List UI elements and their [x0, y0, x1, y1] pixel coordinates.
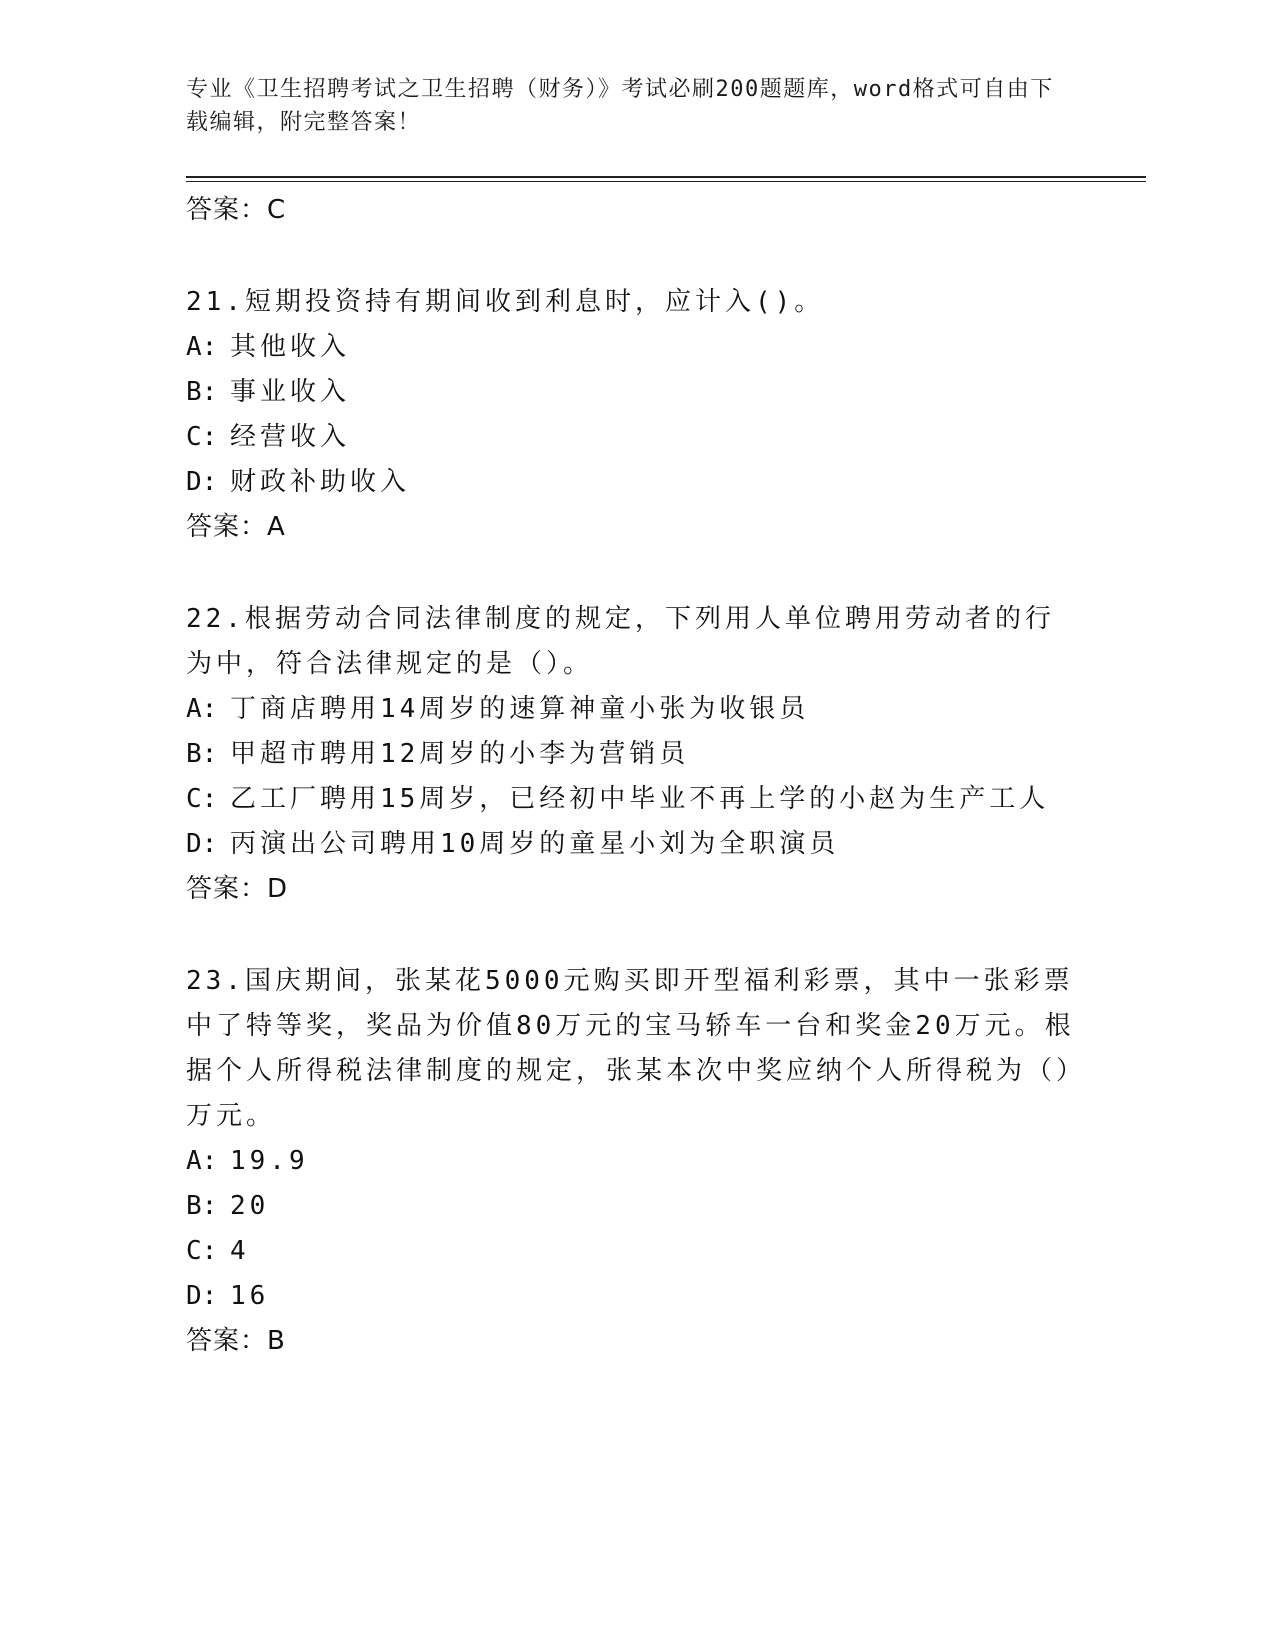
- answer: 答案：B: [186, 1326, 286, 1356]
- document-header: 专业《卫生招聘考试之卫生招聘（财务）》考试必刷200题题库，word格式可自由下载编辑，附完整答案！: [186, 77, 1054, 135]
- question-23: [186, 959, 1076, 1364]
- spacer: [186, 912, 1076, 959]
- option-label: A:: [186, 694, 218, 724]
- option-label: C:: [186, 422, 218, 452]
- option-text: 丙演出公司聘用10周岁的童星小刘为全职演员: [230, 829, 840, 859]
- option-label: D:: [186, 467, 218, 497]
- option-label: C:: [186, 784, 218, 814]
- header-rule-thick: [186, 176, 1146, 178]
- option-text: 19.9: [230, 1146, 309, 1176]
- option-text: 甲超市聘用12周岁的小李为营销员: [230, 739, 690, 769]
- question-stem: 23.国庆期间，张某花5000元购买即开型福利彩票，其中一张彩票中了特等奖，奖品为价值80万元的宝马轿车一台和奖金20万元。根据个人所得税法律制度的规定，张某本次中奖应纳个人所得税为（）万元。: [186, 966, 1075, 1131]
- spacer: [186, 550, 1076, 597]
- option-label: C:: [186, 1236, 218, 1266]
- question-22: [186, 597, 1076, 912]
- question-stem: 21.短期投资持有期间收到利息时，应计入()。: [186, 287, 825, 317]
- option-d: [186, 460, 1076, 505]
- option-text: 20: [230, 1191, 270, 1221]
- option-d: [186, 822, 1076, 867]
- option-text: 财政补助收入: [230, 467, 411, 497]
- option-label: B:: [186, 739, 218, 769]
- option-label: B:: [186, 377, 218, 407]
- answer: 答案：D: [186, 874, 289, 904]
- option-c: [186, 1229, 1076, 1274]
- option-c: [186, 777, 1076, 822]
- option-b: [186, 370, 1076, 415]
- option-text: 丁商店聘用14周岁的速算神童小张为收银员: [230, 694, 810, 724]
- option-text: 4: [230, 1236, 250, 1266]
- answer: 答案：A: [186, 512, 286, 542]
- option-text: 16: [230, 1281, 270, 1311]
- option-c: [186, 415, 1076, 460]
- option-text: 经营收入: [230, 422, 351, 452]
- option-b: [186, 732, 1076, 777]
- option-label: D:: [186, 829, 218, 859]
- option-b: [186, 1184, 1076, 1229]
- header-rule-thin: [186, 181, 1146, 182]
- spacer: [186, 233, 1076, 280]
- option-a: [186, 687, 1076, 732]
- question-21: [186, 280, 1076, 550]
- option-label: A:: [186, 1146, 218, 1176]
- option-label: B:: [186, 1191, 218, 1221]
- option-text: 事业收入: [230, 377, 351, 407]
- option-label: A:: [186, 332, 218, 362]
- option-a: [186, 325, 1076, 370]
- previous-answer: 答案：C: [186, 195, 287, 225]
- option-label: D:: [186, 1281, 218, 1311]
- option-text: 其他收入: [230, 332, 351, 362]
- option-text: 乙工厂聘用15周岁，已经初中毕业不再上学的小赵为生产工人: [230, 784, 1050, 814]
- option-d: [186, 1274, 1076, 1319]
- question-content: [186, 188, 1076, 1364]
- option-a: [186, 1139, 1076, 1184]
- question-stem: 22.根据劳动合同法律制度的规定，下列用人单位聘用劳动者的行为中，符合法律规定的是（）。: [186, 604, 1055, 679]
